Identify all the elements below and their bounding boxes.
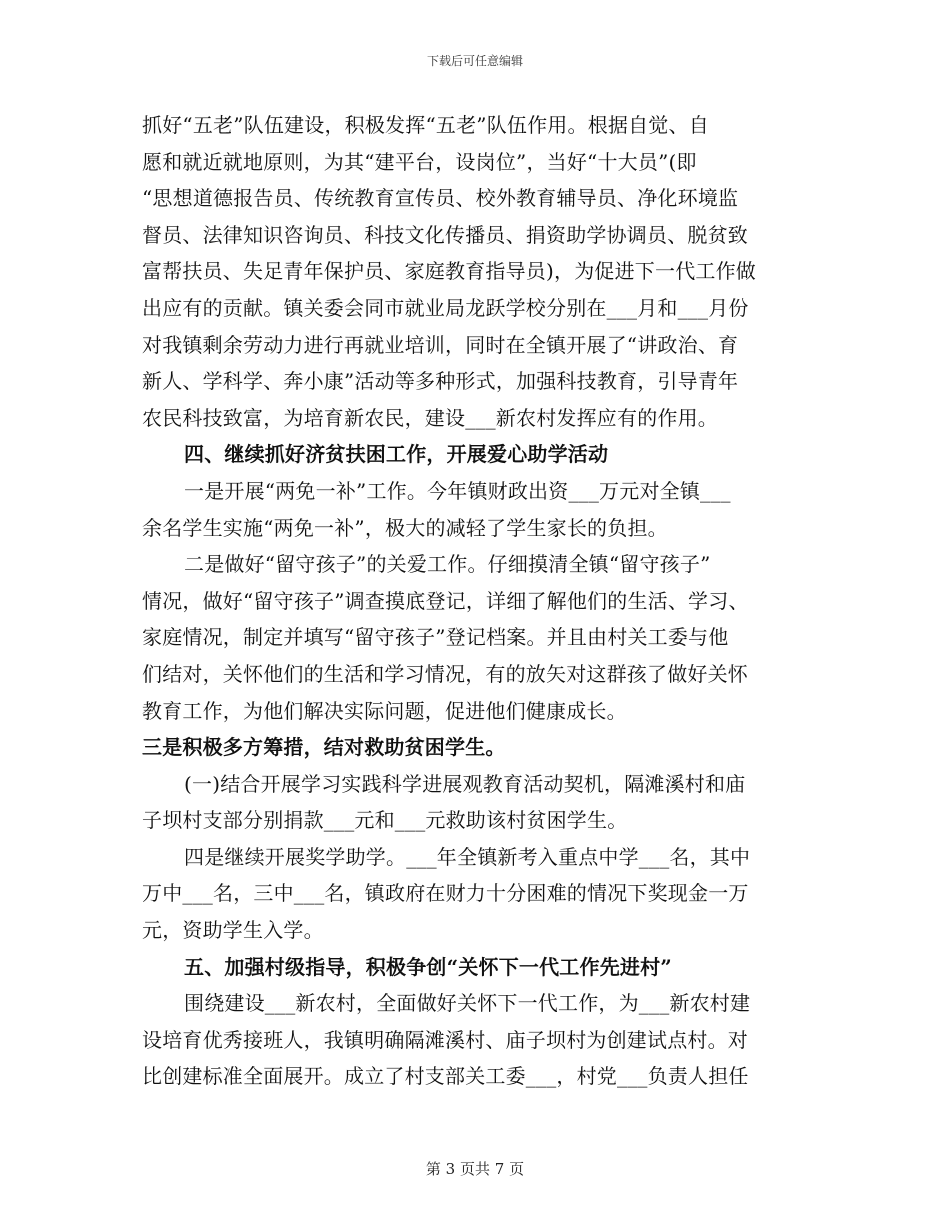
body-line: 余名学生实施“两免一补”，极大的减轻了学生家长的负担。 — [142, 515, 668, 540]
body-line: 子坝村支部分别捐款___元和___元救助该村贫困学生。 — [142, 808, 628, 833]
section-heading-5: 五、加强村级指导，积极争创“关怀下一代工作先进村” — [184, 954, 673, 979]
section-heading-4: 四、继续抓好济贫扶困工作，开展爱心助学活动 — [184, 442, 609, 467]
body-line: 抓好“五老”队伍建设，积极发挥“五老”队伍作用。根据自觉、自 — [142, 113, 709, 137]
body-line: 督员、法律知识咨询员、科技文化传播员、捐资助学协调员、脱贫致 — [142, 222, 748, 247]
body-line: 教育工作，为他们解决实际问题，促进他们健康成长。 — [142, 698, 627, 723]
body-line: 们结对，关怀他们的生活和学习情况，有的放矢对这群孩了做好关怀 — [142, 661, 748, 686]
body-line: 设培育优秀接班人，我镇明确隔滩溪村、庙子坝村为创建试点村。对 — [142, 1027, 748, 1052]
body-line: 情况，做好“留守孩子”调查摸底登记，详细了解他们的生活、学习、 — [142, 588, 749, 613]
body-line: 富帮扶员、失足青年保护员、家庭教育指导员)，为促进下一代工作做 — [142, 259, 757, 284]
body-line: 元，资助学生入学。 — [142, 918, 324, 943]
page-header-note: 下载后可任意编辑 — [426, 54, 523, 68]
body-line: 新人、学科学、奔小康”活动等多种形式，加强科技教育，引导青年 — [142, 369, 739, 394]
body-line: 家庭情况，制定并填写“留守孩子”登记档案。并且由村关工委与他 — [142, 625, 729, 650]
paragraph-start: 一是开展“两免一补”工作。今年镇财政出资___万元对全镇___ — [184, 478, 731, 503]
body-line: 比创建标准全面展开。成立了村支部关工委___，村党___负责人担任 — [142, 1064, 749, 1089]
paragraph-start: 二是做好“留守孩子”的关爱工作。仔细摸清全镇“留守孩子” — [184, 552, 711, 577]
document-body — [142, 107, 807, 1095]
body-line: 农民科技致富，为培育新农民，建设___新农村发挥应有的作用。 — [142, 405, 718, 430]
body-line: “思想道德报告员、传统教育宣传员、校外教育辅导员、净化环境监 — [142, 186, 739, 211]
paragraph-start: (一)结合开展学习实践科学进展观教育活动契机，隔滩溪村和庙 — [184, 771, 746, 796]
body-line: 对我镇剩余劳动力进行再就业培训，同时在全镇开展了“讲政治、育 — [142, 332, 739, 357]
subsection-heading: 三是积极多方筹措，结对救助贫困学生。 — [142, 735, 506, 760]
paragraph-start: 四是继续开展奖学助学。___年全镇新考入重点中学___名，其中 — [184, 844, 751, 869]
page-number-footer: 第 3 页共 7 页 — [425, 1160, 525, 1178]
body-line: 万中___名，三中___名，镇政府在财力十分困难的情况下奖现金一万 — [142, 881, 749, 906]
body-line: 愿和就近就地原则，为其“建平台，设岗位”，当好“十大员”(即 — [142, 149, 697, 174]
body-line: 出应有的贡献。镇关委会同市就业局龙跃学校分别在___月和___月份 — [142, 295, 749, 320]
paragraph-start: 围绕建设___新农村，全面做好关怀下一代工作，为___新农村建 — [184, 991, 751, 1016]
